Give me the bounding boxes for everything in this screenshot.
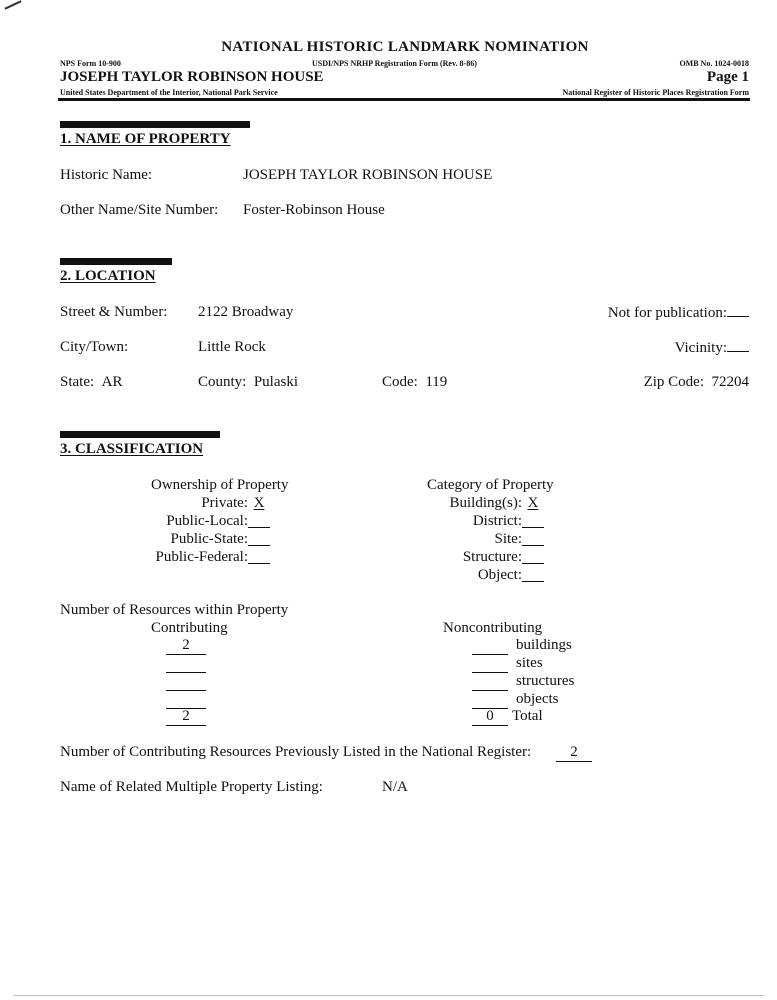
ownership-public-state-blank bbox=[248, 533, 270, 546]
category-buildings-value: X bbox=[527, 495, 539, 511]
category-structure-blank bbox=[522, 551, 544, 564]
zip-value: 72204 bbox=[711, 374, 749, 390]
resource-type-objects: objects bbox=[516, 691, 559, 707]
resource-type-buildings: buildings bbox=[516, 637, 572, 653]
section-heading-location: 2. LOCATION bbox=[60, 268, 156, 284]
not-for-publication-blank bbox=[727, 304, 749, 317]
noncontributing-sites-value bbox=[472, 655, 508, 673]
state-label: State: bbox=[60, 374, 95, 390]
contributing-sites-value bbox=[166, 655, 206, 673]
ownership-public-state-label: Public-State: bbox=[170, 531, 248, 547]
registration-form-rev: USDI/NPS NRHP Registration Form (Rev. 8-86) bbox=[312, 59, 477, 68]
code-label: Code: bbox=[382, 374, 418, 390]
noncontributing-objects-value bbox=[472, 691, 508, 709]
noncontributing-heading: Noncontributing bbox=[443, 620, 543, 636]
contributing-buildings-value: 2 bbox=[166, 637, 206, 655]
scan-mark bbox=[4, 0, 21, 9]
historic-name-value: JOSEPH TAYLOR ROBINSON HOUSE bbox=[243, 167, 493, 183]
ownership-public-federal-blank bbox=[248, 551, 270, 564]
code-field bbox=[382, 374, 447, 391]
contributing-objects-value bbox=[166, 691, 206, 709]
ownership-public-federal-label: Public-Federal: bbox=[155, 549, 248, 565]
section-bar-2 bbox=[60, 258, 172, 265]
street-label: Street & Number: bbox=[60, 304, 168, 320]
form-number: NPS Form 10-900 bbox=[60, 59, 121, 68]
county-field bbox=[198, 374, 298, 391]
noncontributing-buildings-value bbox=[472, 637, 508, 655]
noncontributing-total-value: 0 bbox=[472, 708, 508, 726]
vicinity-blank bbox=[727, 339, 749, 352]
section-heading-classification: 3. CLASSIFICATION bbox=[60, 441, 204, 457]
ownership-public-local-blank bbox=[248, 515, 270, 528]
ownership-private-label: Private: bbox=[201, 495, 248, 511]
other-name-value: Foster-Robinson House bbox=[243, 202, 385, 218]
county-value: Pulaski bbox=[253, 374, 299, 390]
street-value: 2122 Broadway bbox=[198, 304, 294, 320]
section-bar-3 bbox=[60, 431, 220, 438]
category-site-label: Site: bbox=[494, 531, 522, 547]
zip-field bbox=[644, 374, 749, 391]
header-rule bbox=[58, 98, 750, 101]
section-heading-name-of-property: 1. NAME OF PROPERTY bbox=[60, 131, 231, 147]
contributing-structures-value bbox=[166, 673, 206, 691]
section-bar-1 bbox=[60, 121, 250, 128]
department: United States Department of the Interior, National Park Service bbox=[60, 88, 278, 97]
omb-number: OMB No. 1024-0018 bbox=[679, 59, 749, 68]
related-listing-value: N/A bbox=[382, 779, 408, 795]
county-label: County: bbox=[198, 374, 247, 390]
category-heading: Category of Property bbox=[427, 477, 554, 493]
category-structure-label: Structure: bbox=[462, 549, 522, 565]
page-edge bbox=[14, 995, 764, 996]
ownership-private-value: X bbox=[253, 495, 265, 511]
ownership-heading: Ownership of Property bbox=[151, 477, 289, 493]
related-listing-label: Name of Related Multiple Property Listing: bbox=[60, 779, 323, 795]
register-form-name: National Register of Historic Places Registration Form bbox=[562, 88, 749, 97]
city-value: Little Rock bbox=[198, 339, 266, 355]
previously-listed-value: 2 bbox=[556, 744, 592, 762]
page-number: Page 1 bbox=[706, 69, 749, 85]
resource-type-sites: sites bbox=[516, 655, 543, 671]
vicinity-label: Vicinity: bbox=[674, 340, 727, 356]
category-district-blank bbox=[522, 515, 544, 528]
not-for-publication-label: Not for publication: bbox=[607, 305, 727, 321]
not-for-publication bbox=[608, 304, 749, 322]
state-field bbox=[60, 374, 123, 391]
category-object-label: Object: bbox=[477, 567, 522, 583]
zip-label: Zip Code: bbox=[643, 374, 704, 390]
other-name-label: Other Name/Site Number: bbox=[60, 202, 219, 218]
contributing-total-value: 2 bbox=[166, 708, 206, 726]
resource-type-structures: structures bbox=[516, 673, 575, 689]
code-value: 119 bbox=[425, 374, 448, 390]
resources-heading: Number of Resources within Property bbox=[60, 602, 289, 618]
historic-name-label: Historic Name: bbox=[60, 167, 153, 183]
vicinity bbox=[675, 339, 749, 357]
category-buildings-label: Building(s): bbox=[449, 495, 522, 511]
resource-type-total: Total bbox=[512, 708, 543, 724]
header-property-name: JOSEPH TAYLOR ROBINSON HOUSE bbox=[60, 69, 324, 85]
category-site-blank bbox=[522, 533, 544, 546]
ownership-public-local-label: Public-Local: bbox=[166, 513, 248, 529]
city-label: City/Town: bbox=[60, 339, 129, 355]
contributing-heading: Contributing bbox=[151, 620, 228, 636]
category-district-label: District: bbox=[472, 513, 522, 529]
form-title: NATIONAL HISTORIC LANDMARK NOMINATION bbox=[221, 39, 589, 55]
state-value: AR bbox=[101, 374, 123, 390]
previously-listed-label: Number of Contributing Resources Previously Listed in the National Register: bbox=[60, 744, 532, 760]
category-object-blank bbox=[522, 569, 544, 582]
noncontributing-structures-value bbox=[472, 673, 508, 691]
